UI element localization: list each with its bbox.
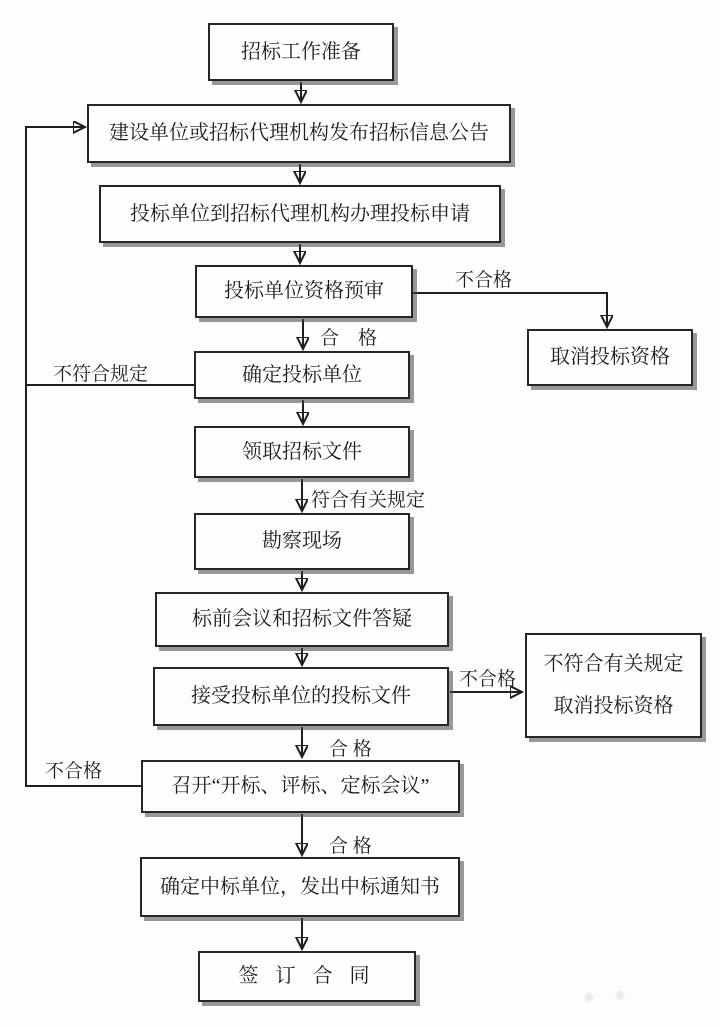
node-sign-contract: 签 订 合 同 [198,951,416,1002]
label-not-conforming: 不符合规定 [53,364,149,385]
label-qualified-3: 合 格 [329,836,372,857]
node-announce: 建设单位或招标代理机构发布招标信息公告 [87,104,511,163]
label-unqualified-1: 不合格 [455,270,513,291]
label-conforming: 符合有关规定 [311,490,426,511]
node-bid-opening-meeting: 召开“开标、评标、定标会议” [141,760,460,813]
label-unqualified-3: 不合格 [45,761,103,782]
node-award: 确定中标单位，发出中标通知书 [140,857,460,917]
label-qualified-2: 合 格 [329,739,372,760]
node-cancel-qualification-2 [525,633,702,738]
watermark-icon: ● [614,984,627,1006]
node-apply: 投标单位到招标代理机构办理投标申请 [99,185,501,243]
node-prebid-meeting: 标前会议和招标文件答疑 [155,592,449,647]
watermark-icon: ● [583,986,596,1008]
node-cancel-qualification-1: 取消投标资格 [527,329,693,386]
cancel2-line2: 取消投标资格 [553,695,674,717]
node-prepare: 招标工作准备 [208,23,394,81]
node-determine-bidders: 确定投标单位 [194,351,410,399]
node-accept-documents: 接受投标单位的投标文件 [153,667,449,726]
node-prequalify: 投标单位资格预审 [195,265,413,318]
node-collect-documents: 领取招标文件 [194,426,410,478]
cancel2-line1: 不符合有关规定 [543,653,684,675]
label-qualified-1: 合 格 [320,328,378,349]
label-unqualified-2: 不合格 [459,669,517,690]
edge-prequalify-unqualified-to-cancel1 [413,293,607,326]
node-site-survey: 勘察现场 [194,513,410,570]
